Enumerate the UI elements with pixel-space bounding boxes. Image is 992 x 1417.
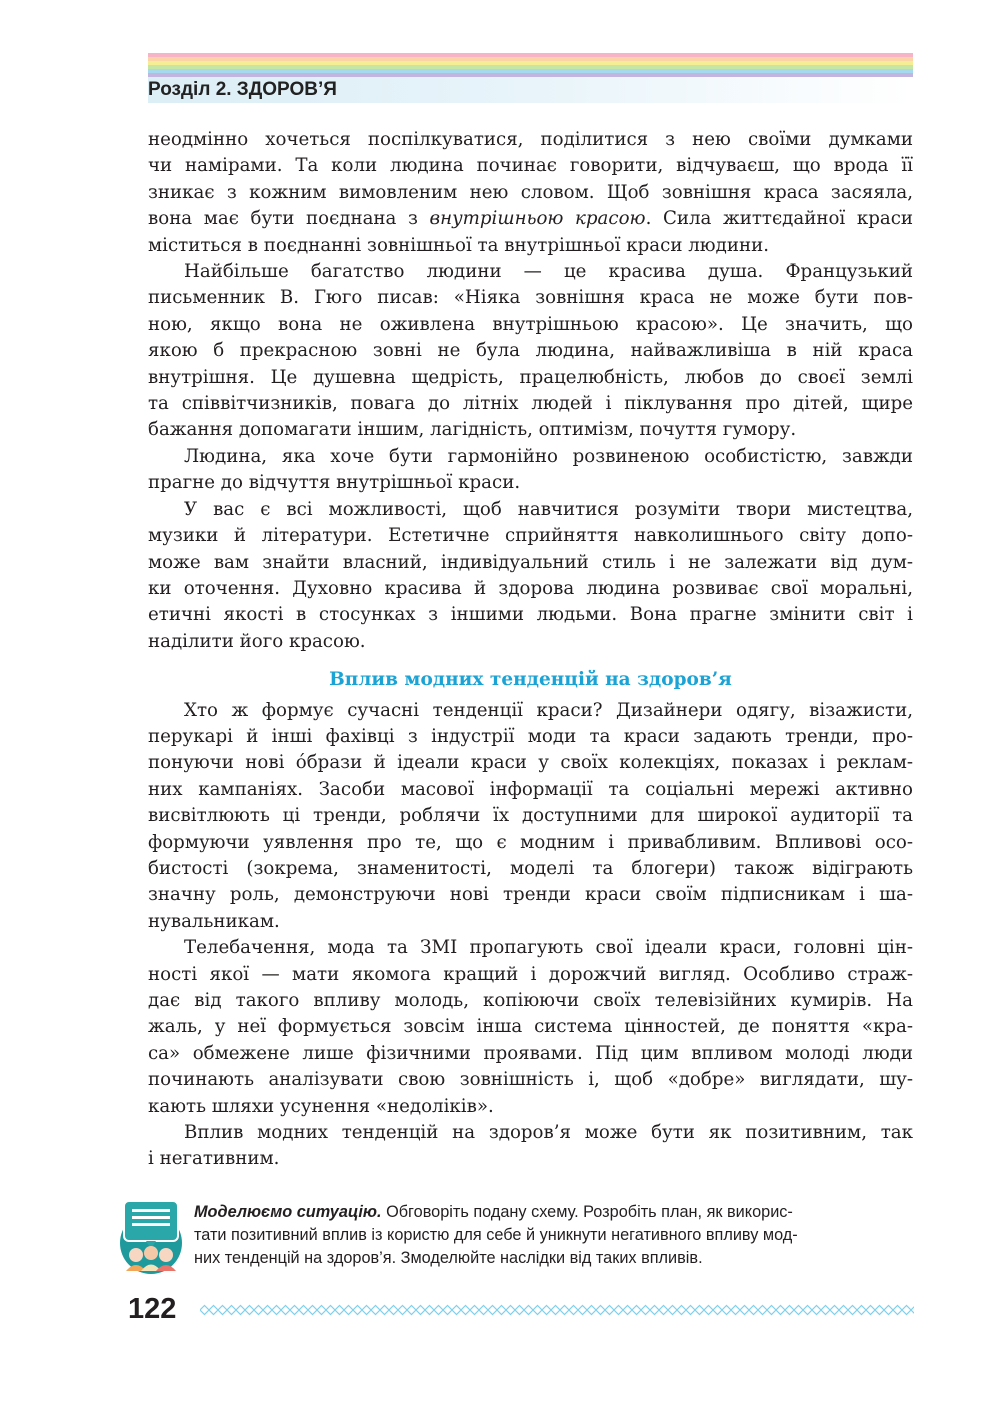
text-line: міститься в поєднанні зовнішньої та внутрішньої краси людини. [148,234,769,256]
text-line: зникає з кожним вимовленим нею словом. Щоб зовнішня краса засяяла, [148,181,913,203]
text-line: Найбільше багатство людини — це красива душа. Французький [184,261,913,283]
page-number: 122 [128,1293,177,1325]
text-line: неодмінно хочеться поспілкуватися, поділитися з нею своїми думками [148,129,913,150]
text-line: наділити його красою. [148,630,366,652]
text-line: жаль, у неї формується зовсім інша система цінностей, де поняття «кра- [148,1016,913,1038]
text-line: ності якої — мати якомога кращий і дорожчий вигляд. Особливо страж- [148,963,913,985]
task-block [194,1201,914,1270]
task-line: тати позитивний вплив із користю для себе й уникнути негативного впливу мод- [194,1226,798,1244]
text-line: внутрішня. Це душевна щедрість, працелюбність, любов до своєї землі [148,366,913,388]
paragraph-2 [148,259,913,444]
text-line: кають шляхи усунення «недоліків». [148,1095,494,1117]
main-text [148,127,913,1173]
text-line: Хто ж формує сучасні тенденції краси? Дизайнери одягу, візажисти, [184,699,913,721]
section-title: Розділ 2. ЗДОРОВ’Я [148,79,337,100]
text-line: етичні якості в стосунках з іншими людьми. Вона прагне змінити світ і [148,604,913,626]
paragraph-1 [148,127,913,259]
text-line: якою б прекрасною зовні не була людина, найважливіша в ній краса [148,340,913,362]
discussion-icon [118,1197,184,1279]
text-line: У вас є всі можливості, щоб навчитися розуміти твори мистецтва, [184,498,913,520]
header-stripes [148,53,913,77]
text-fragment: вона має бути поєднана з [148,208,430,230]
task-text-fragment: Обговоріть подану схему. Розробіть план, як викорис- [381,1203,793,1221]
text-line: письменник В. Гюго писав: «Ніяка зовнішня краса не може бути пов- [148,287,913,309]
text-line: ки оточення. Духовно красива й здорова людина розвиває свої моральні, [148,577,913,599]
paragraph-4 [148,497,913,655]
text-line: ною, якщо вона не оживлена внутрішньою красою». Це значить, що [148,313,913,335]
text-line: са» обмежене лише фізичними проявами. Під цим впливом молоді люди [148,1042,913,1064]
text-line: нувальникам. [148,910,280,932]
text-line: музики й літератури. Естетичне сприйняття навколишнього світу допо- [148,525,913,547]
task-line: них тенденцій на здоров’я. Змоделюйте наслідки від таких впливів. [194,1249,703,1267]
paragraph-5 [148,698,913,936]
text-line: понуючи нові óбрази й ідеали краси у своїх колекціях, показах і реклам- [148,752,913,774]
task-title: Моделюємо ситуацію. [194,1203,382,1221]
text-line: Людина, яка хоче бути гармонійно розвиненою особистістю, завжди [184,445,913,467]
text-line: Вплив модних тенденцій на здоров’я може бути як позитивним, так [184,1122,913,1144]
text-line: дає від такого впливу молодь, копіюючи своїх телевізійних кумирів. На [148,990,913,1011]
text-line: прагне до відчуття внутрішньої краси. [148,472,521,494]
text-line: бажання допомагати іншим, лагідність, оптимізм, почуття гумору. [148,419,797,441]
text-line: і негативним. [148,1148,280,1170]
text-line: значну роль, демонструючи нові тренди краси своїм підписникам і ша- [148,884,913,906]
footer-ornament [200,1304,914,1316]
text-line [148,206,913,232]
emphasis-inner-beauty: внутрішньою красою [429,208,646,230]
paragraph-3 [148,444,913,497]
subheading: Вплив модних тенденцій на здоров’я [329,669,732,691]
text-line: Телебачення, мода та ЗМІ пропагують свої ідеали краси, головні цін- [184,937,913,959]
task-line [194,1201,914,1224]
text-line: перукарі й інші фахівці з індустрії моди та краси задають тренди, про- [148,725,913,747]
text-line: може вам знайти власний, індивідуальний стиль і не залежати від дум- [148,551,913,573]
paragraph-7 [148,1120,913,1173]
text-line: чи намірами. Та коли людина починає говорити, відчуваєш, що врода її [148,155,913,177]
text-line: формуючи уявлення про те, що є модним і привабливим. Впливові осо- [148,831,913,853]
text-line: них кампаніях. Засоби масової інформації та соціальні мережі активно [148,778,913,800]
text-line: бистості (зокрема, знаменитості, моделі та блогери) також відіграють [148,857,913,879]
text-line: починають аналізувати свою зовнішність і, щоб «добре» виглядати, шу- [148,1069,913,1091]
text-line: висвітлюють ці тренди, роблячи їх доступними для широкої аудиторії та [148,805,913,827]
text-line: та співвітчизників, повага до літніх людей і піклування про дітей, щире [148,393,913,415]
text-fragment: . Сила життєдайної краси [645,208,913,230]
paragraph-6 [148,935,913,1120]
